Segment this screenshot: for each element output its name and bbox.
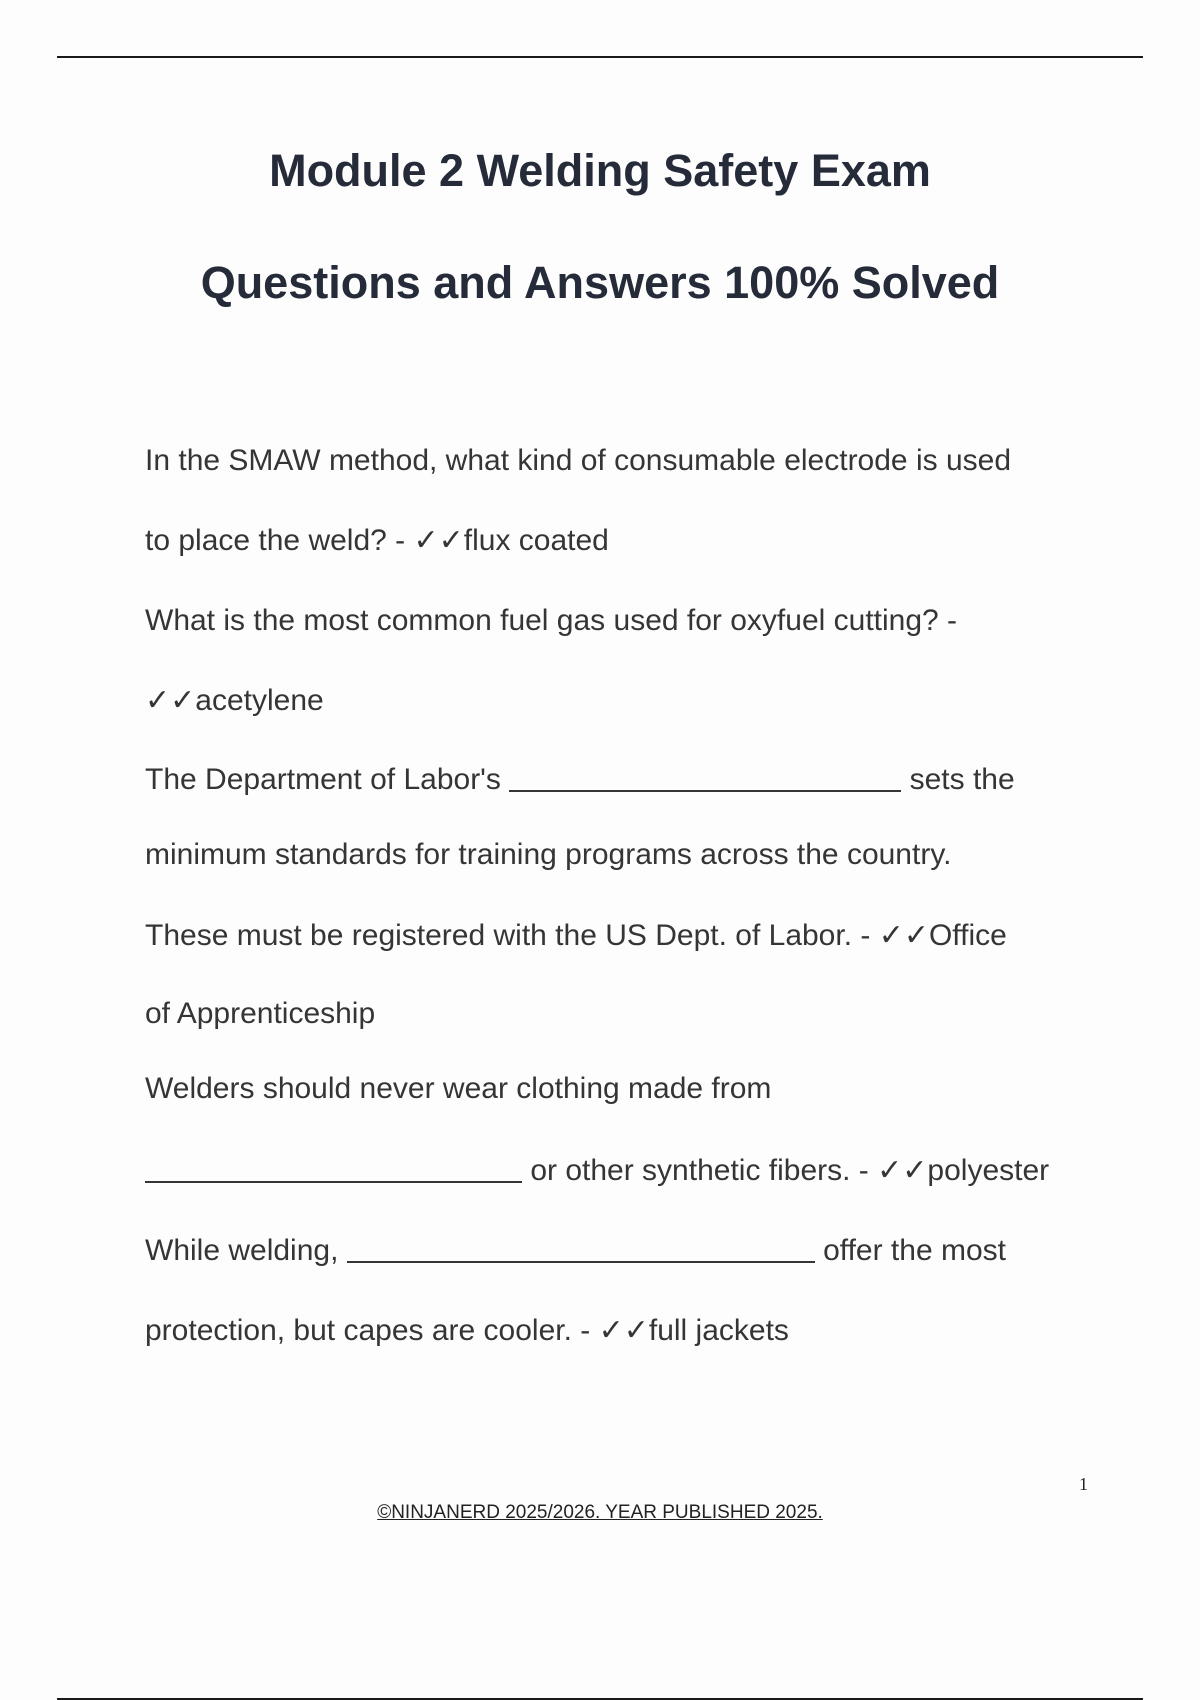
question-5-line-1 bbox=[145, 1234, 1006, 1268]
question-3-text: These must be registered with the US Dept. of Labor. - bbox=[145, 919, 879, 952]
question-5-text: protection, but capes are cooler. - bbox=[145, 1314, 599, 1347]
answer-blank bbox=[347, 1261, 815, 1263]
question-3-answer-part-2: of Apprenticeship bbox=[145, 997, 376, 1030]
top-rule bbox=[57, 56, 1143, 58]
question-4-answer: ✓✓polyester bbox=[877, 1154, 1050, 1187]
page-number: 1 bbox=[1079, 1474, 1088, 1494]
answer-blank bbox=[509, 790, 901, 792]
footer-copyright: ©NINJANERD 2025/2026. YEAR PUBLISHED 2025. bbox=[377, 1502, 823, 1523]
answer-blank bbox=[145, 1181, 522, 1183]
question-5-text-after-blank: offer the most bbox=[814, 1234, 1006, 1267]
question-3-text-after-blank: sets the bbox=[901, 763, 1015, 796]
question-4-text-after-blank: or other synthetic fibers. - bbox=[522, 1154, 878, 1187]
question-3-answer-part-1: ✓✓Office bbox=[878, 919, 1007, 952]
question-4-line-2 bbox=[145, 1153, 1049, 1188]
question-1-text: to place the weld? - bbox=[145, 524, 414, 557]
footer bbox=[0, 1502, 1200, 1524]
question-5-line-2 bbox=[145, 1313, 789, 1348]
question-4-line-1: Welders should never wear clothing made from bbox=[145, 1072, 772, 1105]
question-1-line-2 bbox=[145, 523, 609, 558]
question-2-answer: ✓✓acetylene bbox=[145, 684, 324, 717]
question-3-line-1 bbox=[145, 763, 1015, 797]
document-title-line-1: Module 2 Welding Safety Exam bbox=[269, 145, 931, 196]
question-1-answer: ✓✓flux coated bbox=[413, 524, 609, 557]
question-3-line-3 bbox=[145, 918, 1007, 953]
question-3-line-2: minimum standards for training programs across the country. bbox=[145, 838, 952, 871]
question-5-answer: ✓✓full jackets bbox=[598, 1314, 789, 1347]
question-5-text-before-blank: While welding, bbox=[145, 1234, 347, 1267]
question-2-line-1: What is the most common fuel gas used for oxyfuel cutting? - bbox=[145, 604, 958, 637]
document-title-line-2: Questions and Answers 100% Solved bbox=[200, 257, 1000, 308]
question-3-text-before-blank: The Department of Labor's bbox=[145, 763, 510, 796]
question-1-line-1: In the SMAW method, what kind of consumable electrode is used bbox=[145, 444, 1012, 477]
